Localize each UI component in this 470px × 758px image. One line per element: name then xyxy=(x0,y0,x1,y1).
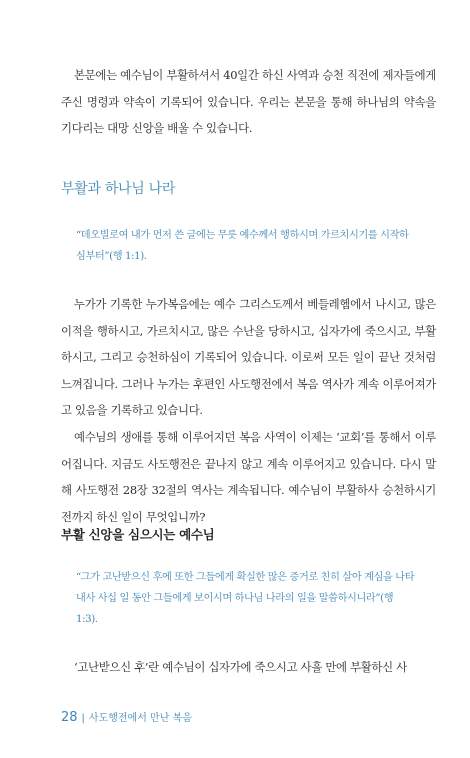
paragraph-4: ‘고난받으신 후’란 예수님이 십자가에 죽으시고 사흘 만에 부활하신 사 xyxy=(74,660,407,674)
scripture-quote-1-text: “데오빌로여 내가 먼저 쓴 글에는 무릇 예수께서 행하시며 가르치시기를 시작하심부터” xyxy=(76,230,409,262)
running-title: 사도행전에서 만난 복음 xyxy=(88,713,192,724)
section-title: 부활과 하나님 나라 xyxy=(61,181,176,197)
page-number: 28 xyxy=(61,710,78,725)
scripture-quote-1 xyxy=(76,225,416,267)
footer-separator: | xyxy=(81,713,85,724)
scripture-quote-1-reference: (행 1:1). xyxy=(109,251,147,262)
page-footer xyxy=(61,709,192,725)
paragraph-3: 예수님의 생애를 통해 이루어지던 복음 사역이 이제는 ‘교회’를 통해서 이루어집니다. 지금도 사도행전은 끝나지 않고 계속 이루어지고 있습니다. 다시 말해 사도행전 28장 32절의 역사는 계속됩니다. 예수님이 부활하사 승천하시기 전까지 하신 일이 무엇입니까? xyxy=(61,430,436,524)
intro-paragraph: 본문에는 예수님이 부활하셔서 40일간 하신 사역과 승천 직전에 제자들에게 주신 명령과 약속이 기록되어 있습니다. 우리는 본문을 통해 하나님의 약속을 기다리는 대망 신앙을 배울 수 있습니다. xyxy=(61,68,436,135)
subsection-title: 부활 신앙을 심으시는 예수님 xyxy=(61,527,215,542)
scripture-quote-2-reference: (행 1:3). xyxy=(76,593,394,625)
scripture-quote-2-text: “그가 고난받으신 후에 또한 그들에게 확실한 많은 증거로 친히 살아 계심을 나타내사 사십 일 동안 그들에게 보이시며 하나님 나라의 일을 말씀하시니라” xyxy=(76,572,415,604)
paragraph-2: 누가가 기록한 누가복음에는 예수 그리스도께서 베들레헴에서 나시고, 많은 이적을 행하시고, 가르치시고, 많은 수난을 당하시고, 십자가에 죽으시고, 부활하시고, 그리고 승천하심이 기록되어 있습니다. 이로써 모든 일이 끝난 것처럼 느껴집니다. 그러나 누가는 후편인 사도행전에서 복음 역사가 계속 이루어져가고 있음을 기록하고 있습니다. xyxy=(61,297,436,417)
scripture-quote-2 xyxy=(76,567,416,630)
